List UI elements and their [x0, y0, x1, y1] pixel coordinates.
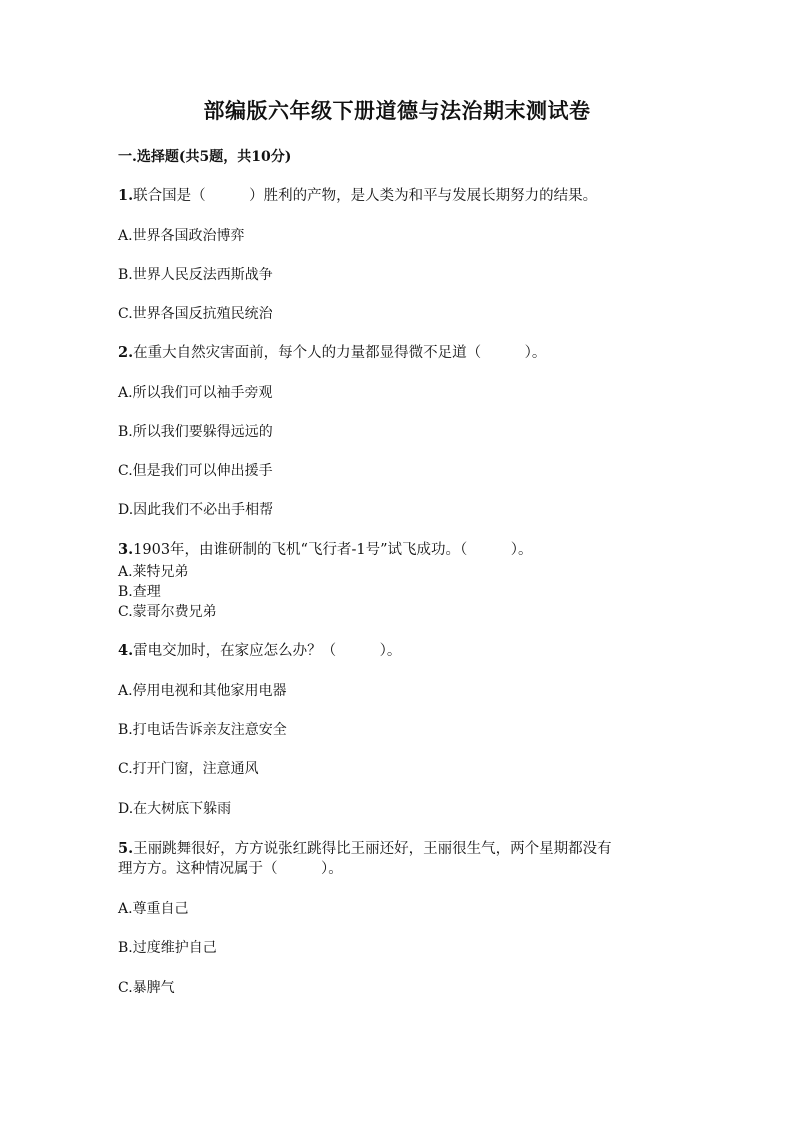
question-stem: 1903年，由谁研制的飞机“飞行者-1号”试飞成功。（ ）。	[133, 542, 533, 558]
question-3-option-a: A.莱特兄弟	[118, 564, 189, 580]
question-3-option-b: B.查理	[118, 584, 161, 600]
question-4-option-a: A.停用电视和其他家用电器	[118, 683, 287, 699]
question-4-option-c: C.打开门窗，注意通风	[118, 761, 259, 777]
question-stem: 雷电交加时，在家应怎么办？（ ）。	[133, 643, 402, 659]
question-1	[118, 186, 678, 206]
question-5-option-b: B.过度维护自己	[118, 940, 217, 956]
question-1-option-b: B.世界人民反法西斯战争	[118, 267, 273, 283]
section-heading: 一.选择题(共5题，共10分)	[118, 149, 292, 165]
page-title: 部编版六年级下册道德与法治期末测试卷	[203, 98, 591, 123]
question-stem: 在重大自然灾害面前，每个人的力量都显得微不足道（ ）。	[133, 345, 547, 361]
question-4-option-d: D.在大树底下躲雨	[118, 801, 232, 817]
question-4-option-b: B.打电话告诉亲友注意安全	[118, 722, 287, 738]
question-stem-line-1: 王丽跳舞很好，方方说张红跳得比王丽还好，王丽很生气，两个星期都没有	[133, 841, 612, 857]
question-1-option-c: C.世界各国反抗殖民统治	[118, 306, 273, 322]
question-4	[118, 641, 678, 661]
question-3-option-c: C.蒙哥尔费兄弟	[118, 604, 217, 620]
question-stem: 联合国是（ ）胜利的产物，是人类为和平与发展长期努力的结果。	[133, 188, 598, 204]
question-number: 1.	[118, 187, 134, 204]
question-5-option-c: C.暴脾气	[118, 980, 175, 996]
question-number: 5.	[118, 840, 134, 857]
question-number: 3.	[118, 541, 134, 558]
question-1-option-a: A.世界各国政治博弈	[118, 228, 245, 244]
question-2-option-c: C.但是我们可以伸出援手	[118, 463, 273, 479]
question-number: 2.	[118, 344, 134, 361]
question-2	[118, 343, 678, 363]
question-5	[118, 839, 678, 859]
question-3	[118, 540, 678, 560]
question-5-stem-line-2: 理方方。这种情况属于（ ）。	[118, 861, 343, 877]
question-2-option-b: B.所以我们要躲得远远的	[118, 424, 273, 440]
question-2-option-d: D.因此我们不必出手相帮	[118, 502, 274, 518]
question-number: 4.	[118, 642, 134, 659]
question-5-option-a: A.尊重自己	[118, 901, 189, 917]
question-2-option-a: A.所以我们可以袖手旁观	[118, 385, 273, 401]
